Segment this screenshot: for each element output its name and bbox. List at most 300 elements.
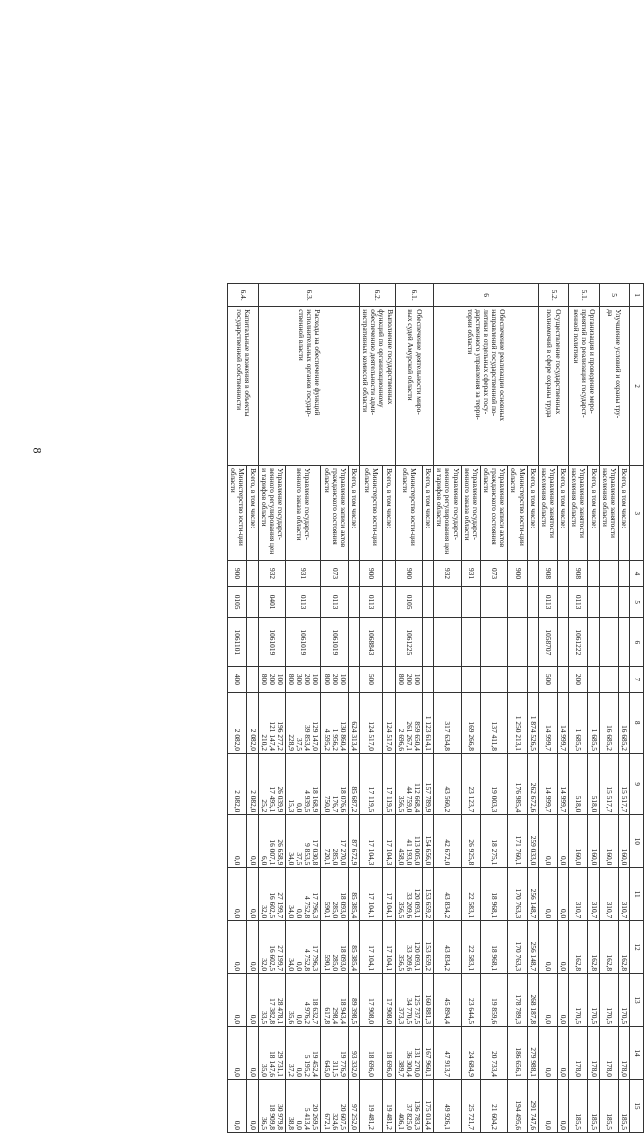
code-cell	[527, 561, 538, 586]
code-cell: 500	[538, 667, 557, 692]
code-cell: 1061019	[258, 618, 285, 667]
amount-cell: 178,0	[599, 1027, 618, 1080]
code-cell: 1061019	[285, 618, 321, 667]
code-cell	[382, 561, 395, 586]
amount-cell: 17 908,0	[360, 974, 383, 1027]
amount-cell: 16 685,2	[618, 692, 629, 753]
amount-cell: 49 926,1	[434, 1079, 461, 1132]
code-cell: 900	[395, 561, 422, 586]
amount-cell: 137 411,8	[480, 692, 507, 753]
amount-cell: 18 093,0 285,0 590,1	[321, 868, 348, 921]
code-cell: 1068843	[360, 618, 383, 667]
amount-cell: 0,0	[538, 1027, 557, 1080]
amount-cell: 170,5	[618, 974, 629, 1027]
column-number: 10	[630, 815, 644, 868]
amount-cell: 186 656,1	[508, 1027, 527, 1080]
code-cell: 0113	[321, 586, 348, 618]
code-cell	[247, 561, 258, 586]
executor-cell: Всего, в том числе:	[348, 466, 359, 561]
amount-cell: 0,0	[538, 868, 557, 921]
amount-cell: 19 481,2	[382, 1079, 395, 1132]
code-cell: 0105	[395, 586, 422, 618]
code-cell	[599, 561, 618, 586]
column-number: 5	[630, 586, 644, 618]
code-cell	[527, 618, 538, 667]
amount-cell: 1 123 614,1	[423, 692, 434, 753]
amount-cell: 0,0	[228, 974, 247, 1027]
program-name: Организация и проведение меро- приятий по реализации государст- венной политики	[569, 307, 599, 466]
executor-cell: Управление государст-венного заказа области	[285, 466, 321, 561]
amount-cell: 17 796,3 4 752,8 0,0 34,0	[285, 868, 321, 921]
code-cell	[423, 586, 434, 618]
rotated-page	[66, 283, 644, 1133]
amount-cell: 0,0	[558, 921, 569, 974]
code-cell: 0105	[228, 586, 247, 618]
amount-cell: 85 687,2	[348, 753, 359, 814]
amount-cell: 18 076,6 176,7 750,0	[321, 753, 348, 814]
table-row	[348, 284, 359, 1133]
amount-cell: 18 968,1	[480, 921, 507, 974]
amount-cell: 18 968,1	[480, 868, 507, 921]
executor-cell: Управление занятости населения области	[599, 466, 618, 561]
code-cell	[461, 667, 480, 692]
amount-cell: 113 005,0 41 193,0 458,0	[395, 815, 422, 868]
code-cell: 100 200 800	[395, 667, 422, 692]
executor-cell: Управление занятости населения области	[538, 466, 557, 561]
amount-cell: 18 943,4 298,4 617,8	[321, 974, 348, 1027]
code-cell	[599, 667, 618, 692]
amount-cell: 1 250 213,1	[508, 692, 527, 753]
row-number: 5.1.	[569, 284, 599, 307]
column-number: 2	[630, 307, 644, 466]
amount-cell: 162,8	[618, 921, 629, 974]
amount-cell: 0,0	[228, 815, 247, 868]
code-cell	[348, 667, 359, 692]
code-cell	[382, 586, 395, 618]
amount-cell: 1 685,5	[588, 692, 599, 753]
code-cell: 100 200 300 800	[285, 667, 321, 692]
column-number: 15	[630, 1079, 644, 1132]
program-name: Капитальные вложения в объекты государственной собственности	[228, 307, 258, 466]
row-number: 6.2.	[360, 284, 396, 307]
amount-cell: 17 104,1	[382, 868, 395, 921]
column-number: 8	[630, 692, 644, 753]
code-cell: 1061225	[395, 618, 422, 667]
amount-cell: 97 252,0	[348, 1079, 359, 1132]
column-number: 7	[630, 667, 644, 692]
column-number: 12	[630, 921, 644, 974]
code-cell	[423, 618, 434, 667]
amount-cell: 16 685,2	[599, 692, 618, 753]
code-cell	[527, 667, 538, 692]
program-name: Выполнение государственных функций по организационному обеспечению деятельности адми- нистративных комиссий области	[360, 307, 396, 466]
amount-cell: 169 266,8	[461, 692, 480, 753]
amount-cell: 2 082,0	[247, 753, 258, 814]
amount-cell: 170,5	[569, 974, 588, 1027]
column-number-row	[630, 284, 644, 1133]
amount-cell: 17 119,5	[382, 753, 395, 814]
amount-cell: 26 039,9 17 495,1 25,2	[258, 753, 285, 814]
amount-cell: 43 834,2	[434, 921, 461, 974]
table-row	[423, 284, 434, 1133]
amount-cell: 259 033,0	[527, 815, 538, 868]
column-number: 11	[630, 868, 644, 921]
amount-cell: 0,0	[247, 1079, 258, 1132]
code-cell	[423, 667, 434, 692]
amount-cell: 1 685,5	[569, 692, 588, 753]
amount-cell: 19 859,6	[480, 974, 507, 1027]
code-cell: 1061222	[569, 618, 588, 667]
amount-cell: 171 760,1	[508, 815, 527, 868]
amount-cell: 43 834,2	[434, 868, 461, 921]
code-cell	[558, 586, 569, 618]
executor-cell: Министерство юсти-ции области	[395, 466, 422, 561]
row-number: 6.4.	[228, 284, 258, 307]
amount-cell: 262 672,6	[527, 753, 538, 814]
code-cell: 0401	[258, 586, 285, 618]
amount-cell: 153 659,2	[423, 921, 434, 974]
amount-cell: 21 604,2	[480, 1079, 507, 1132]
amount-cell: 85 385,4	[348, 868, 359, 921]
amount-cell: 0,0	[558, 974, 569, 1027]
amount-cell: 120 093,1 33 209,6 356,5	[395, 868, 422, 921]
amount-cell: 85 385,4	[348, 921, 359, 974]
column-number: 1	[630, 284, 644, 307]
code-cell	[480, 618, 507, 667]
amount-cell: 624 313,4	[348, 692, 359, 753]
executor-cell: Управление занятости населения области	[569, 466, 588, 561]
code-cell	[618, 561, 629, 586]
code-cell: 073	[480, 561, 507, 586]
amount-cell: 310,7	[618, 868, 629, 921]
amount-cell: 129 147,0 39 853,4 37,5 228,9	[285, 692, 321, 753]
table-row	[247, 284, 258, 1133]
amount-cell: 157 789,9	[423, 753, 434, 814]
amount-cell: 20 607,5 324,6 672,1	[321, 1079, 348, 1132]
code-cell	[558, 618, 569, 667]
amount-cell: 518,0	[588, 753, 599, 814]
column-number: 13	[630, 974, 644, 1027]
program-name: Расходы на обеспечение функций исполнительных органов государ- ственной власти	[258, 307, 360, 466]
amount-cell: 268 187,8	[527, 974, 538, 1027]
table-row	[558, 284, 569, 1133]
amount-cell: 859 650,4 261 267,1 2 696,6	[395, 692, 422, 753]
code-cell: 908	[538, 561, 557, 586]
amount-cell: 19 481,2	[360, 1079, 383, 1132]
code-cell	[348, 586, 359, 618]
code-cell: 200	[569, 667, 588, 692]
amount-cell: 131 270,0 36 300,4 389,7	[395, 1027, 422, 1080]
amount-cell: 0,0	[247, 1027, 258, 1080]
amount-cell: 15 517,7	[618, 753, 629, 814]
amount-cell: 17 104,1	[360, 868, 383, 921]
code-cell	[348, 561, 359, 586]
amount-cell: 45 894,4	[434, 974, 461, 1027]
executor-cell: Всего, в том числе:	[423, 466, 434, 561]
amount-cell: 256 148,7	[527, 868, 538, 921]
program-name: Обеспечение реализации основных направлений государственной по- литики в отдельных сферах госу- дарственного управления за терри- тории области	[434, 307, 539, 466]
code-cell: 400	[228, 667, 247, 692]
executor-cell: Управление государст-венного регулирования цен и тарифов области	[258, 466, 285, 561]
code-cell	[480, 667, 507, 692]
amount-cell: 27 199,7 16 602,5 32,0	[258, 921, 285, 974]
code-cell	[558, 561, 569, 586]
code-cell	[558, 667, 569, 692]
code-cell	[382, 667, 395, 692]
code-cell	[434, 618, 461, 667]
amount-cell: 0,0	[247, 815, 258, 868]
amount-cell: 19 776,9 311,5 645,0	[321, 1027, 348, 1080]
code-cell	[247, 667, 258, 692]
amount-cell: 89 398,5	[348, 974, 359, 1027]
amount-cell: 93 332,0	[348, 1027, 359, 1080]
amount-cell: 178 789,3	[508, 974, 527, 1027]
amount-cell: 18 632,7 4 976,2 0,0 35,6	[285, 974, 321, 1027]
code-cell: 1061101	[228, 618, 247, 667]
amount-cell: 124 517,0	[360, 692, 383, 753]
amount-cell: 17 104,1	[360, 921, 383, 974]
amount-cell: 162,8	[569, 921, 588, 974]
code-cell	[508, 667, 527, 692]
executor-cell: Всего, в том числе:	[382, 466, 395, 561]
amount-cell: 18 275,1	[480, 815, 507, 868]
code-cell: 100 200 800	[321, 667, 348, 692]
amount-cell: 170 763,3	[508, 921, 527, 974]
code-cell	[588, 667, 599, 692]
code-cell	[588, 586, 599, 618]
column-number: 3	[630, 466, 644, 561]
amount-cell: 14 999,7	[538, 692, 557, 753]
code-cell	[247, 586, 258, 618]
amount-cell: 2 082,0	[247, 692, 258, 753]
code-cell: 931	[285, 561, 321, 586]
amount-cell: 160,0	[618, 815, 629, 868]
amount-cell: 1 874 526,5	[527, 692, 538, 753]
code-cell	[508, 586, 527, 618]
amount-cell: 167 960,1	[423, 1027, 434, 1080]
amount-cell: 279 988,1	[527, 1027, 538, 1080]
amount-cell: 185,5	[588, 1079, 599, 1132]
row-number: 6	[434, 284, 539, 307]
amount-cell: 22 583,1	[461, 921, 480, 974]
amount-cell: 112 668,4 44 759,0 356,5	[395, 753, 422, 814]
row-number: 5	[599, 284, 629, 307]
amount-cell: 23 123,7	[461, 753, 480, 814]
amount-cell: 175 014,4	[423, 1079, 434, 1132]
amount-cell: 317 634,8	[434, 692, 461, 753]
table-row	[527, 284, 538, 1133]
amount-cell: 43 560,2	[434, 753, 461, 814]
executor-cell: Министерство юсти-ции области	[228, 466, 247, 561]
executor-cell: Всего, в том числе:	[588, 466, 599, 561]
amount-cell: 18 093,0 285,0 590,1	[321, 921, 348, 974]
amount-cell: 130 860,4 1 956,2 4 595,2	[321, 692, 348, 753]
amount-cell: 178,0	[569, 1027, 588, 1080]
code-cell	[461, 586, 480, 618]
amount-cell: 194 495,6	[508, 1079, 527, 1132]
amount-cell: 14 999,7	[558, 753, 569, 814]
executor-cell: Управление записи актов гражданского состояния области	[480, 466, 507, 561]
amount-cell: 22 583,1	[461, 868, 480, 921]
amount-cell: 0,0	[247, 868, 258, 921]
code-cell: 1061019	[321, 618, 348, 667]
executor-cell: Всего, в том числе:	[527, 466, 538, 561]
code-cell	[527, 586, 538, 618]
table-row	[382, 284, 395, 1133]
code-cell	[599, 618, 618, 667]
amount-cell: 178,0	[588, 1027, 599, 1080]
amount-cell: 170,5	[599, 974, 618, 1027]
amount-cell: 185,5	[569, 1079, 588, 1132]
column-number: 6	[630, 618, 644, 667]
amount-cell: 153 659,2	[423, 868, 434, 921]
amount-cell: 0,0	[558, 1079, 569, 1132]
program-name: Осуществление государственных полномочий в сфере охраны труда	[538, 307, 568, 466]
amount-cell: 0,0	[228, 921, 247, 974]
code-cell	[618, 618, 629, 667]
amount-cell: 0,0	[538, 921, 557, 974]
amount-cell: 0,0	[247, 921, 258, 974]
amount-cell: 0,0	[558, 1027, 569, 1080]
code-cell: 0113	[538, 586, 557, 618]
amount-cell: 14 999,7	[538, 753, 557, 814]
amount-cell: 25 721,7	[461, 1079, 480, 1132]
amount-cell: 17 104,3	[382, 815, 395, 868]
amount-cell: 291 747,6	[527, 1079, 538, 1132]
code-cell: 0113	[360, 586, 383, 618]
amount-cell: 15 517,7	[599, 753, 618, 814]
code-cell	[423, 561, 434, 586]
budget-table	[227, 283, 644, 1133]
amount-cell: 176 985,4	[508, 753, 527, 814]
amount-cell: 154 656,0	[423, 815, 434, 868]
code-cell: 908	[569, 561, 588, 586]
amount-cell: 136 783,3 37 825,0 406,1	[395, 1079, 422, 1132]
amount-cell: 256 148,7	[527, 921, 538, 974]
row-number: 5.2.	[538, 284, 568, 307]
amount-cell: 160,0	[569, 815, 588, 868]
code-cell: 932	[258, 561, 285, 586]
amount-cell: 17 104,1	[382, 921, 395, 974]
amount-cell: 185,5	[599, 1079, 618, 1132]
code-cell	[434, 667, 461, 692]
amount-cell: 17 119,5	[360, 753, 383, 814]
amount-cell: 0,0	[228, 1027, 247, 1080]
amount-cell: 23 644,5	[461, 974, 480, 1027]
amount-cell: 29 731,1 18 147,6 35,0	[258, 1027, 285, 1080]
column-number: 9	[630, 753, 644, 814]
code-cell	[461, 618, 480, 667]
column-number: 14	[630, 1027, 644, 1080]
code-cell	[348, 618, 359, 667]
amount-cell: 20 269,5 5 413,4 0,0 38,8	[285, 1079, 321, 1132]
amount-cell: 17 104,3	[360, 815, 383, 868]
executor-cell: Министерство юсти-ции области	[360, 466, 383, 561]
amount-cell: 18 168,9 4 939,5 0,0 15,3	[285, 753, 321, 814]
amount-cell: 17 270,0 285,0 720,1	[321, 815, 348, 868]
program-name: Обеспечение деятельности миро- вых судей Амурской области	[395, 307, 434, 466]
amount-cell: 87 672,9	[348, 815, 359, 868]
row-number: 6.1.	[395, 284, 434, 307]
code-cell: 900	[508, 561, 527, 586]
amount-cell: 170 763,3	[508, 868, 527, 921]
amount-cell: 2 082,0	[228, 753, 247, 814]
amount-cell: 170,5	[588, 974, 599, 1027]
amount-cell: 160,0	[599, 815, 618, 868]
table-row	[588, 284, 599, 1133]
code-cell: 931	[461, 561, 480, 586]
amount-cell: 19 452,4 5 195,2 0,0 37,2	[285, 1027, 321, 1080]
amount-cell: 26 658,9 16 007,1 6,0	[258, 815, 285, 868]
amount-cell: 47 913,7	[434, 1027, 461, 1080]
amount-cell: 310,7	[569, 868, 588, 921]
amount-cell: 178,0	[618, 1027, 629, 1080]
executor-cell: Министерство юсти-ции области	[508, 466, 527, 561]
code-cell	[434, 586, 461, 618]
executor-cell: Всего, в том числе:	[247, 466, 258, 561]
code-cell: 900	[360, 561, 383, 586]
amount-cell: 20 733,4	[480, 1027, 507, 1080]
code-cell	[588, 618, 599, 667]
code-cell: 0113	[285, 586, 321, 618]
amount-cell: 125 737,5 34 770,5 373,3	[395, 974, 422, 1027]
amount-cell: 310,7	[599, 868, 618, 921]
amount-cell: 2 082,0	[228, 692, 247, 753]
code-cell	[599, 586, 618, 618]
code-cell	[382, 618, 395, 667]
amount-cell: 310,7	[588, 868, 599, 921]
code-cell	[480, 586, 507, 618]
code-cell: 932	[434, 561, 461, 586]
amount-cell: 124 517,0	[382, 692, 395, 753]
code-cell: 900	[228, 561, 247, 586]
code-cell	[588, 561, 599, 586]
amount-cell: 19 003,3	[480, 753, 507, 814]
code-cell: 073	[321, 561, 348, 586]
executor-cell: Управление записи актов гражданского состояния области	[321, 466, 348, 561]
row-number: 6.3.	[258, 284, 360, 307]
executor-cell: Всего, в том числе:	[618, 466, 629, 561]
amount-cell: 17 796,3 4 752,8 0,0 34,0	[285, 921, 321, 974]
table-row	[618, 284, 629, 1133]
amount-cell: 27 199,7 16 602,5 32,0	[258, 868, 285, 921]
amount-cell: 28 478,1 17 382,8 33,5	[258, 974, 285, 1027]
amount-cell: 196 277,2 121 147,4 210,2	[258, 692, 285, 753]
executor-cell: Всего, в том числе:	[558, 466, 569, 561]
amount-cell: 0,0	[558, 868, 569, 921]
page-number: 8	[30, 447, 45, 454]
amount-cell: 0,0	[247, 974, 258, 1027]
code-cell	[618, 586, 629, 618]
amount-cell: 0,0	[558, 815, 569, 868]
amount-cell: 162,8	[588, 921, 599, 974]
amount-cell: 18 696,0	[382, 1027, 395, 1080]
amount-cell: 17 908,0	[382, 974, 395, 1027]
amount-cell: 162,8	[599, 921, 618, 974]
amount-cell: 160,0	[588, 815, 599, 868]
code-cell: 0113	[569, 586, 588, 618]
column-number: 4	[630, 561, 644, 586]
amount-cell: 42 672,0	[434, 815, 461, 868]
code-cell	[508, 618, 527, 667]
amount-cell: 14 999,7	[558, 692, 569, 753]
executor-cell: Управление государст-венного регулирования цен и тарифов области	[434, 466, 461, 561]
amount-cell: 30 979,8 18 909,8 36,5	[258, 1079, 285, 1132]
program-name: Улучшение условий и охраны тру- да	[599, 307, 629, 466]
code-cell: 500	[360, 667, 383, 692]
amount-cell: 160 881,3	[423, 974, 434, 1027]
amount-cell: 17 030,8 9 853,5 37,5 34,0	[285, 815, 321, 868]
